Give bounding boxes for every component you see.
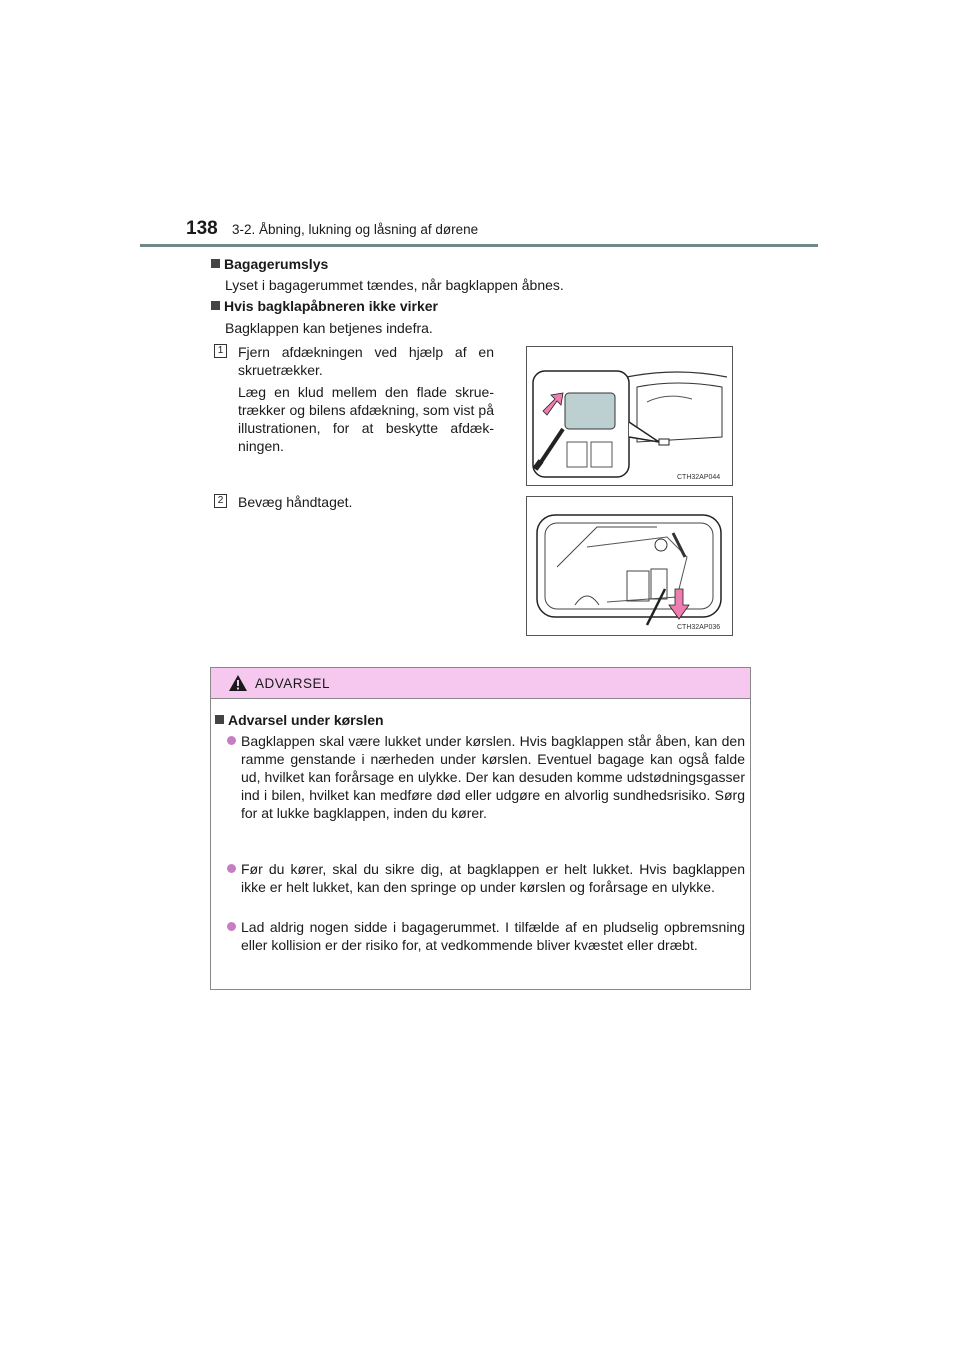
chapter-title: 3-2. Åbning, lukning og låsning af dørene: [232, 222, 479, 237]
bullet-dot-icon: [227, 736, 236, 745]
warning-section-title: Advarsel under kørslen: [215, 712, 384, 728]
bullet-dot-icon: [227, 922, 236, 931]
square-bullet-icon: [211, 301, 220, 310]
warning-bullet: Lad aldrig nogen sidde i bagagerummet. I tilfælde af en pludselig opbremsning eller kollision er der risiko for, at vedkommende bliver kvæstet eller dræbt.: [227, 918, 745, 954]
tailgate-cover-illustration: [527, 347, 732, 485]
step-text: Fjern afdækningen ved hjælp af en skruetrækker.: [238, 344, 494, 378]
section-title-bagklapaabner: Hvis bagklapåbneren ikke virker: [211, 298, 438, 314]
section-title-bagagerumslys: Bagagerumslys: [211, 256, 328, 272]
header-divider: [140, 244, 818, 247]
square-bullet-icon: [211, 259, 220, 268]
warning-title: ADVARSEL: [255, 676, 331, 691]
warning-triangle-icon: [228, 674, 248, 692]
warning-box: [210, 667, 751, 990]
square-bullet-icon: [215, 715, 224, 724]
warning-header: [211, 668, 750, 699]
step-text: Bevæg håndtaget.: [238, 494, 353, 510]
figure-handle: [526, 496, 733, 636]
page-number: 138: [186, 218, 218, 239]
section-text: Lyset i bagagerummet tændes, når bagklappen åbnes.: [225, 277, 564, 293]
step-number: 1: [214, 344, 227, 358]
bullet-dot-icon: [227, 864, 236, 873]
handle-illustration: [527, 497, 732, 635]
warning-bullet: Bagklappen skal være lukket under kørslen. Hvis bagklappen står åben, kan den ramme genstande i nærheden under kørslen. Eventuel bagage kan også falde ud, hvilket kan forårsage en ulykke. Der kan desuden komme udstødningsgasser ind i bilen, hvilket kan medføre død eller udgøre en alvorlig sundhedsrisiko. Sørg for at lukke bagklappen, inden du kører.: [227, 732, 745, 822]
step-note: Læg en klud mellem den flade skrue-trækker og bilens afdækning, som vist på illustrationen, for at beskytte afdæk-ningen.: [238, 384, 494, 454]
figure-code: CTH32AP044: [677, 474, 721, 481]
figure-tailgate-cover: [526, 346, 733, 486]
figure-code: CTH32AP036: [677, 624, 721, 631]
warning-bullet: Før du kører, skal du sikre dig, at bagklappen er helt lukket. Hvis bagklappen ikke er helt lukket, kan den springe op under kørslen og forårsage en ulykke.: [227, 860, 745, 896]
step-number: 2: [214, 494, 227, 508]
section-text: Bagklappen kan betjenes indefra.: [225, 320, 433, 336]
